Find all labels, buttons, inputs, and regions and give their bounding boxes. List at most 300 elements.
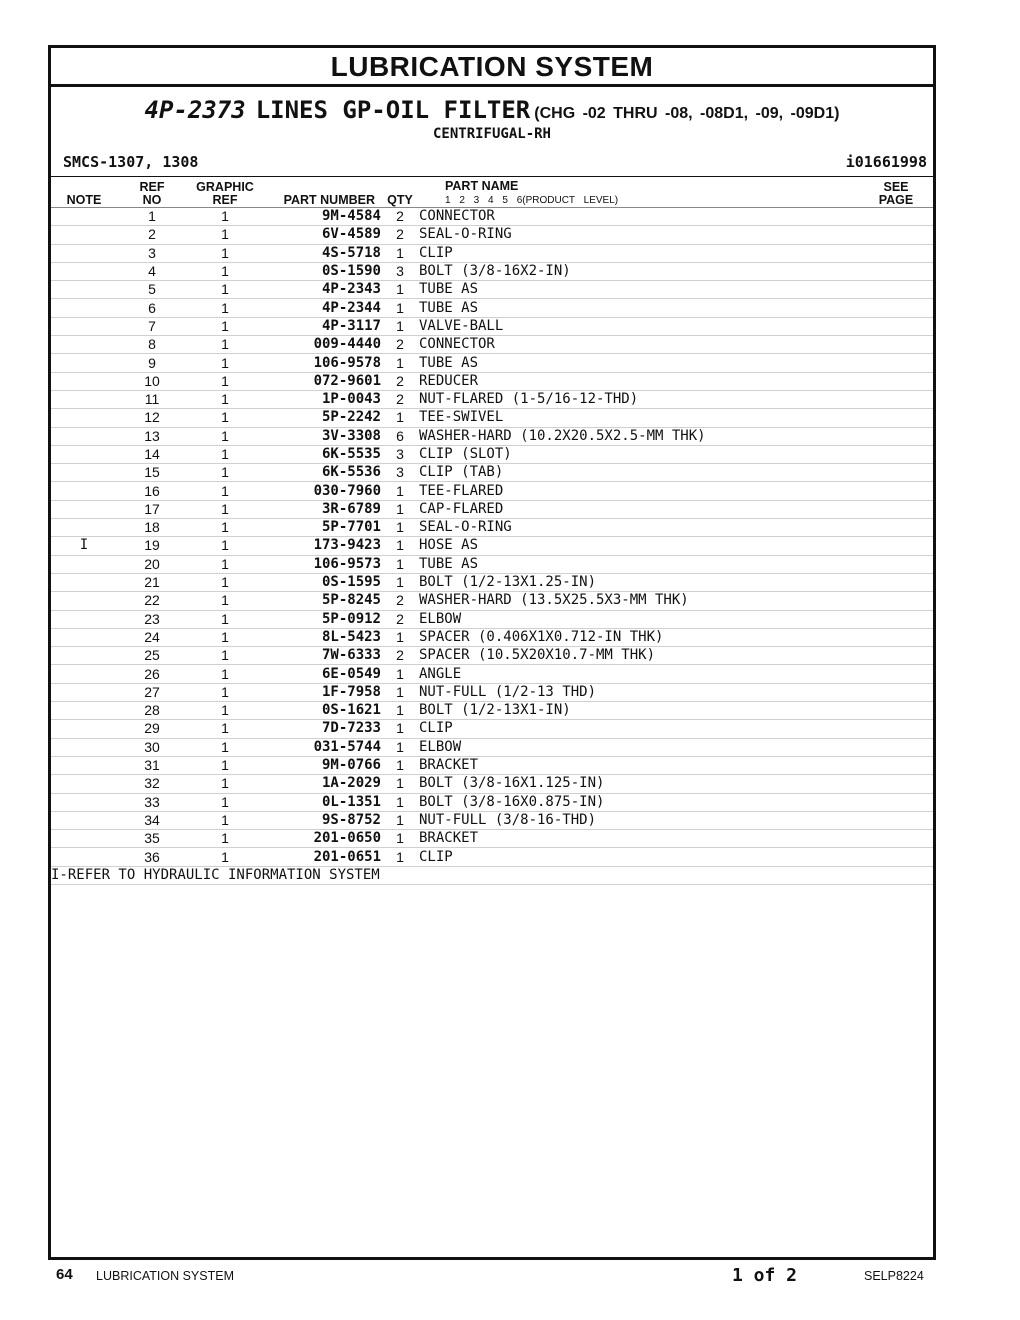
qty-cell: 1 bbox=[381, 500, 419, 518]
table-row bbox=[51, 628, 933, 646]
table-row bbox=[51, 336, 933, 354]
see-page-cell bbox=[859, 702, 933, 720]
ref-no-cell: 33 bbox=[117, 793, 187, 811]
ref-no-cell: 25 bbox=[117, 647, 187, 665]
note-cell bbox=[51, 372, 117, 390]
part-number-cell: 3R-6789 bbox=[263, 500, 381, 518]
table-row bbox=[51, 793, 933, 811]
see-page-cell bbox=[859, 555, 933, 573]
page-of: 1 of 2 bbox=[732, 1265, 798, 1286]
qty-cell: 1 bbox=[381, 720, 419, 738]
table-row bbox=[51, 482, 933, 500]
ref-no-cell: 13 bbox=[117, 427, 187, 445]
part-number-cell: 0S-1621 bbox=[263, 702, 381, 720]
part-number-cell: 1F-7958 bbox=[263, 683, 381, 701]
part-name-cell: CAP-FLARED bbox=[419, 500, 859, 518]
see-page-cell bbox=[859, 336, 933, 354]
graphic-ref-cell: 1 bbox=[187, 610, 263, 628]
table-row bbox=[51, 573, 933, 591]
ref-no-cell: 28 bbox=[117, 702, 187, 720]
part-number-cell: 7W-6333 bbox=[263, 647, 381, 665]
note-cell bbox=[51, 281, 117, 299]
part-name-cell: ELBOW bbox=[419, 738, 859, 756]
see-page-cell bbox=[859, 647, 933, 665]
graphic-ref-cell: 1 bbox=[187, 756, 263, 774]
graphic-ref-cell: 1 bbox=[187, 555, 263, 573]
qty-cell: 1 bbox=[381, 702, 419, 720]
part-number-cell: 031-5744 bbox=[263, 738, 381, 756]
ref-no-cell: 2 bbox=[117, 226, 187, 244]
graphic-ref-cell: 1 bbox=[187, 592, 263, 610]
ref-no-cell: 32 bbox=[117, 775, 187, 793]
graphic-ref-cell: 1 bbox=[187, 482, 263, 500]
part-name-cell: CONNECTOR bbox=[419, 336, 859, 354]
part-name-cell: REDUCER bbox=[419, 372, 859, 390]
graphic-ref-cell: 1 bbox=[187, 226, 263, 244]
part-name-cell: SEAL-O-RING bbox=[419, 226, 859, 244]
graphic-ref-cell: 1 bbox=[187, 409, 263, 427]
ref-no-cell: 35 bbox=[117, 830, 187, 848]
part-name-cell: HOSE AS bbox=[419, 537, 859, 555]
graphic-ref-cell: 1 bbox=[187, 281, 263, 299]
illustration-id: i01661998 bbox=[845, 153, 927, 171]
see-page-cell bbox=[859, 683, 933, 701]
qty-cell: 1 bbox=[381, 299, 419, 317]
qty-cell: 1 bbox=[381, 665, 419, 683]
part-number-cell: 009-4440 bbox=[263, 336, 381, 354]
see-page-cell bbox=[859, 720, 933, 738]
see-page-cell bbox=[859, 262, 933, 280]
part-name-cell: WASHER-HARD (13.5X25.5X3-MM THK) bbox=[419, 592, 859, 610]
note-cell bbox=[51, 500, 117, 518]
graphic-ref-cell: 1 bbox=[187, 427, 263, 445]
see-page-cell bbox=[859, 610, 933, 628]
part-name-cell: SEAL-O-RING bbox=[419, 519, 859, 537]
table-row bbox=[51, 500, 933, 518]
table-row bbox=[51, 226, 933, 244]
part-name-cell: CLIP bbox=[419, 244, 859, 262]
part-number-cell: 8L-5423 bbox=[263, 628, 381, 646]
part-number-cell: 4P-3117 bbox=[263, 317, 381, 335]
footer-section: LUBRICATION SYSTEM bbox=[96, 1269, 234, 1283]
graphic-ref-cell: 1 bbox=[187, 830, 263, 848]
note-cell bbox=[51, 738, 117, 756]
see-page-cell bbox=[859, 317, 933, 335]
part-name-cell: BRACKET bbox=[419, 830, 859, 848]
part-number-cell: 4P-2343 bbox=[263, 281, 381, 299]
graphic-ref-cell: 1 bbox=[187, 537, 263, 555]
part-number-cell: 072-9601 bbox=[263, 372, 381, 390]
note-cell bbox=[51, 830, 117, 848]
note-cell bbox=[51, 464, 117, 482]
see-page-cell bbox=[859, 244, 933, 262]
note-cell bbox=[51, 519, 117, 537]
part-number-cell: 5P-7701 bbox=[263, 519, 381, 537]
publication-number: SELP8224 bbox=[864, 1269, 924, 1283]
note-cell bbox=[51, 262, 117, 280]
part-name-cell: TUBE AS bbox=[419, 555, 859, 573]
smcs-row bbox=[51, 148, 933, 177]
group-name: LINES GP-OIL FILTER bbox=[255, 96, 531, 124]
product-levels: 1 2 3 4 5 6 bbox=[445, 195, 523, 206]
qty-cell: 2 bbox=[381, 226, 419, 244]
table-row bbox=[51, 610, 933, 628]
see-page-cell bbox=[859, 793, 933, 811]
see-page-cell bbox=[859, 208, 933, 226]
qty-cell: 1 bbox=[381, 555, 419, 573]
footnote-row bbox=[51, 866, 933, 884]
group-part-number: 4P-2373 bbox=[144, 96, 246, 124]
see-page-cell bbox=[859, 390, 933, 408]
note-cell bbox=[51, 647, 117, 665]
see-page-cell bbox=[859, 811, 933, 829]
part-number-cell: 9M-0766 bbox=[263, 756, 381, 774]
part-number-cell: 106-9573 bbox=[263, 555, 381, 573]
graphic-ref-cell: 1 bbox=[187, 811, 263, 829]
part-number-cell: 030-7960 bbox=[263, 482, 381, 500]
graphic-ref-cell: 1 bbox=[187, 738, 263, 756]
part-name-cell: CONNECTOR bbox=[419, 208, 859, 226]
part-name-cell: BOLT (1/2-13X1-IN) bbox=[419, 702, 859, 720]
qty-cell: 1 bbox=[381, 738, 419, 756]
ref-no-cell: 36 bbox=[117, 848, 187, 866]
qty-cell: 3 bbox=[381, 445, 419, 463]
graphic-ref-cell: 1 bbox=[187, 372, 263, 390]
note-cell bbox=[51, 482, 117, 500]
table-row bbox=[51, 445, 933, 463]
part-name-cell: CLIP (SLOT) bbox=[419, 445, 859, 463]
table-row bbox=[51, 683, 933, 701]
ref-no-cell: 26 bbox=[117, 665, 187, 683]
see-page-cell bbox=[859, 756, 933, 774]
note-cell bbox=[51, 573, 117, 591]
table-row bbox=[51, 811, 933, 829]
see-page-cell bbox=[859, 299, 933, 317]
ref-no-cell: 6 bbox=[117, 299, 187, 317]
ref-no-cell: 16 bbox=[117, 482, 187, 500]
part-number-cell: 6E-0549 bbox=[263, 665, 381, 683]
see-page-cell bbox=[859, 464, 933, 482]
part-name-cell: CLIP bbox=[419, 848, 859, 866]
table-row bbox=[51, 262, 933, 280]
see-page-cell bbox=[859, 738, 933, 756]
ref-no-cell: 29 bbox=[117, 720, 187, 738]
table-row bbox=[51, 427, 933, 445]
graphic-ref-cell: 1 bbox=[187, 519, 263, 537]
graphic-ref-cell: 1 bbox=[187, 208, 263, 226]
qty-cell: 6 bbox=[381, 427, 419, 445]
graphic-ref-cell: 1 bbox=[187, 354, 263, 372]
part-name-cell: NUT-FLARED (1-5/16-12-THD) bbox=[419, 390, 859, 408]
parts-table bbox=[51, 177, 933, 885]
page-footer bbox=[0, 1265, 1020, 1289]
ref-no-cell: 3 bbox=[117, 244, 187, 262]
graphic-ref-cell: 1 bbox=[187, 390, 263, 408]
part-name-cell: SPACER (10.5X20X10.7-MM THK) bbox=[419, 647, 859, 665]
part-name-cell: NUT-FULL (1/2-13 THD) bbox=[419, 683, 859, 701]
note-cell bbox=[51, 756, 117, 774]
see-page-cell bbox=[859, 775, 933, 793]
qty-cell: 1 bbox=[381, 683, 419, 701]
note-cell bbox=[51, 336, 117, 354]
part-number-cell: 5P-2242 bbox=[263, 409, 381, 427]
qty-cell: 2 bbox=[381, 647, 419, 665]
part-name-cell: TUBE AS bbox=[419, 281, 859, 299]
header-ref-no: REF NO bbox=[117, 177, 187, 208]
part-number-cell: 1A-2029 bbox=[263, 775, 381, 793]
note-cell bbox=[51, 848, 117, 866]
note-cell bbox=[51, 775, 117, 793]
part-number-cell: 5P-8245 bbox=[263, 592, 381, 610]
part-name-cell: TUBE AS bbox=[419, 354, 859, 372]
qty-cell: 1 bbox=[381, 409, 419, 427]
table-row bbox=[51, 830, 933, 848]
qty-cell: 1 bbox=[381, 281, 419, 299]
note-cell bbox=[51, 610, 117, 628]
graphic-ref-cell: 1 bbox=[187, 244, 263, 262]
see-page-cell bbox=[859, 537, 933, 555]
see-page-cell bbox=[859, 628, 933, 646]
qty-cell: 1 bbox=[381, 317, 419, 335]
ref-no-cell: 23 bbox=[117, 610, 187, 628]
qty-cell: 1 bbox=[381, 811, 419, 829]
ref-no-cell: 20 bbox=[117, 555, 187, 573]
table-row bbox=[51, 354, 933, 372]
part-number-cell: 0L-1351 bbox=[263, 793, 381, 811]
qty-cell: 1 bbox=[381, 482, 419, 500]
product-level-label: (PRODUCT LEVEL) bbox=[522, 195, 619, 206]
see-page-cell bbox=[859, 665, 933, 683]
part-name-cell: BRACKET bbox=[419, 756, 859, 774]
part-number-cell: 5P-0912 bbox=[263, 610, 381, 628]
note-cell bbox=[51, 317, 117, 335]
see-page-cell bbox=[859, 409, 933, 427]
ref-no-cell: 12 bbox=[117, 409, 187, 427]
ref-no-cell: 34 bbox=[117, 811, 187, 829]
see-page-cell bbox=[859, 445, 933, 463]
table-row bbox=[51, 775, 933, 793]
part-name-cell: TEE-FLARED bbox=[419, 482, 859, 500]
note-cell bbox=[51, 665, 117, 683]
table-row bbox=[51, 702, 933, 720]
part-name-cell: ELBOW bbox=[419, 610, 859, 628]
ref-no-cell: 1 bbox=[117, 208, 187, 226]
qty-cell: 1 bbox=[381, 573, 419, 591]
see-page-cell bbox=[859, 500, 933, 518]
note-cell bbox=[51, 628, 117, 646]
see-page-cell bbox=[859, 482, 933, 500]
note-cell bbox=[51, 445, 117, 463]
group-subtitle: CENTRIFUGAL-RH bbox=[432, 126, 551, 142]
part-number-cell: 4S-5718 bbox=[263, 244, 381, 262]
graphic-ref-cell: 1 bbox=[187, 848, 263, 866]
part-number-cell: 6K-5536 bbox=[263, 464, 381, 482]
graphic-ref-cell: 1 bbox=[187, 262, 263, 280]
part-name-cell: BOLT (1/2-13X1.25-IN) bbox=[419, 573, 859, 591]
note-cell bbox=[51, 683, 117, 701]
table-row bbox=[51, 647, 933, 665]
note-cell bbox=[51, 409, 117, 427]
header-see-page: SEE PAGE bbox=[859, 177, 933, 208]
graphic-ref-cell: 1 bbox=[187, 647, 263, 665]
table-row bbox=[51, 372, 933, 390]
ref-no-cell: 8 bbox=[117, 336, 187, 354]
qty-cell: 1 bbox=[381, 848, 419, 866]
part-name-cell: NUT-FULL (3/8-16-THD) bbox=[419, 811, 859, 829]
header-graphic-ref: GRAPHIC REF bbox=[187, 177, 263, 208]
graphic-ref-cell: 1 bbox=[187, 445, 263, 463]
qty-cell: 1 bbox=[381, 519, 419, 537]
part-number-cell: 3V-3308 bbox=[263, 427, 381, 445]
ref-no-cell: 18 bbox=[117, 519, 187, 537]
table-row bbox=[51, 738, 933, 756]
table-row bbox=[51, 317, 933, 335]
graphic-ref-cell: 1 bbox=[187, 702, 263, 720]
change-level: (CHG -02 THRU -08, -08D1, -09, -09D1) bbox=[534, 105, 840, 122]
section-title: LUBRICATION SYSTEM bbox=[51, 48, 933, 87]
see-page-cell bbox=[859, 592, 933, 610]
part-number-cell: 9S-8752 bbox=[263, 811, 381, 829]
header-part-name: PART NAME 1 2 3 4 5 6(PRODUCT LEVEL) bbox=[419, 177, 859, 208]
ref-no-cell: 24 bbox=[117, 628, 187, 646]
part-name-cell: SPACER (0.406X1X0.712-IN THK) bbox=[419, 628, 859, 646]
graphic-ref-cell: 1 bbox=[187, 793, 263, 811]
note-cell bbox=[51, 811, 117, 829]
graphic-ref-cell: 1 bbox=[187, 317, 263, 335]
ref-no-cell: 27 bbox=[117, 683, 187, 701]
graphic-ref-cell: 1 bbox=[187, 336, 263, 354]
ref-no-cell: 21 bbox=[117, 573, 187, 591]
ref-no-cell: 9 bbox=[117, 354, 187, 372]
ref-no-cell: 7 bbox=[117, 317, 187, 335]
table-row bbox=[51, 665, 933, 683]
part-name-cell: BOLT (3/8-16X2-IN) bbox=[419, 262, 859, 280]
note-cell bbox=[51, 555, 117, 573]
see-page-cell bbox=[859, 848, 933, 866]
ref-no-cell: 15 bbox=[117, 464, 187, 482]
smcs-code: SMCS-1307, 1308 bbox=[63, 153, 199, 171]
ref-no-cell: 17 bbox=[117, 500, 187, 518]
table-row bbox=[51, 208, 933, 226]
part-number-cell: 7D-7233 bbox=[263, 720, 381, 738]
table-row bbox=[51, 244, 933, 262]
graphic-ref-cell: 1 bbox=[187, 720, 263, 738]
note-cell bbox=[51, 427, 117, 445]
part-name-cell: VALVE-BALL bbox=[419, 317, 859, 335]
ref-no-cell: 10 bbox=[117, 372, 187, 390]
table-row bbox=[51, 555, 933, 573]
part-name-cell: CLIP (TAB) bbox=[419, 464, 859, 482]
part-number-cell: 4P-2344 bbox=[263, 299, 381, 317]
table-row bbox=[51, 299, 933, 317]
qty-cell: 1 bbox=[381, 354, 419, 372]
see-page-cell bbox=[859, 519, 933, 537]
graphic-ref-cell: 1 bbox=[187, 464, 263, 482]
qty-cell: 1 bbox=[381, 537, 419, 555]
ref-no-cell: 4 bbox=[117, 262, 187, 280]
part-name-cell: BOLT (3/8-16X1.125-IN) bbox=[419, 775, 859, 793]
table-row bbox=[51, 464, 933, 482]
ref-no-cell: 22 bbox=[117, 592, 187, 610]
part-number-cell: 173-9423 bbox=[263, 537, 381, 555]
note-cell bbox=[51, 793, 117, 811]
page-frame bbox=[48, 45, 936, 1260]
part-number-cell: 106-9578 bbox=[263, 354, 381, 372]
note-cell bbox=[51, 354, 117, 372]
part-name-cell: TEE-SWIVEL bbox=[419, 409, 859, 427]
graphic-ref-cell: 1 bbox=[187, 573, 263, 591]
see-page-cell bbox=[859, 830, 933, 848]
page-number: 64 bbox=[56, 1266, 73, 1283]
graphic-ref-cell: 1 bbox=[187, 500, 263, 518]
table-row bbox=[51, 281, 933, 299]
qty-cell: 2 bbox=[381, 592, 419, 610]
part-name-cell: ANGLE bbox=[419, 665, 859, 683]
note-cell bbox=[51, 720, 117, 738]
see-page-cell bbox=[859, 427, 933, 445]
header-part-number: PART NUMBER bbox=[263, 177, 381, 208]
note-cell bbox=[51, 702, 117, 720]
graphic-ref-cell: 1 bbox=[187, 299, 263, 317]
graphic-ref-cell: 1 bbox=[187, 665, 263, 683]
ref-no-cell: 5 bbox=[117, 281, 187, 299]
note-cell bbox=[51, 299, 117, 317]
part-number-cell: 9M-4584 bbox=[263, 208, 381, 226]
see-page-cell bbox=[859, 573, 933, 591]
qty-cell: 1 bbox=[381, 244, 419, 262]
see-page-cell bbox=[859, 226, 933, 244]
part-number-cell: 0S-1595 bbox=[263, 573, 381, 591]
qty-cell: 2 bbox=[381, 336, 419, 354]
part-name-cell: CLIP bbox=[419, 720, 859, 738]
table-header bbox=[51, 177, 933, 208]
part-name-cell: BOLT (3/8-16X0.875-IN) bbox=[419, 793, 859, 811]
see-page-cell bbox=[859, 281, 933, 299]
note-cell bbox=[51, 244, 117, 262]
header-note: NOTE bbox=[51, 177, 117, 208]
note-cell bbox=[51, 390, 117, 408]
qty-cell: 3 bbox=[381, 262, 419, 280]
graphic-ref-cell: 1 bbox=[187, 683, 263, 701]
qty-cell: 1 bbox=[381, 793, 419, 811]
qty-cell: 1 bbox=[381, 756, 419, 774]
part-name-cell: TUBE AS bbox=[419, 299, 859, 317]
note-cell bbox=[51, 208, 117, 226]
graphic-ref-cell: 1 bbox=[187, 628, 263, 646]
part-number-cell: 0S-1590 bbox=[263, 262, 381, 280]
group-heading bbox=[51, 96, 933, 124]
part-number-cell: 201-0650 bbox=[263, 830, 381, 848]
table-row bbox=[51, 756, 933, 774]
part-number-cell: 6K-5535 bbox=[263, 445, 381, 463]
ref-no-cell: 14 bbox=[117, 445, 187, 463]
qty-cell: 3 bbox=[381, 464, 419, 482]
see-page-cell bbox=[859, 354, 933, 372]
ref-no-cell: 30 bbox=[117, 738, 187, 756]
qty-cell: 2 bbox=[381, 372, 419, 390]
qty-cell: 2 bbox=[381, 390, 419, 408]
table-row bbox=[51, 409, 933, 427]
part-number-cell: 201-0651 bbox=[263, 848, 381, 866]
qty-cell: 1 bbox=[381, 830, 419, 848]
qty-cell: 1 bbox=[381, 775, 419, 793]
qty-cell: 2 bbox=[381, 610, 419, 628]
qty-cell: 2 bbox=[381, 208, 419, 226]
note-cell: I bbox=[51, 537, 117, 555]
graphic-ref-cell: 1 bbox=[187, 775, 263, 793]
note-cell bbox=[51, 226, 117, 244]
footnote: I-REFER TO HYDRAULIC INFORMATION SYSTEM bbox=[51, 866, 933, 884]
